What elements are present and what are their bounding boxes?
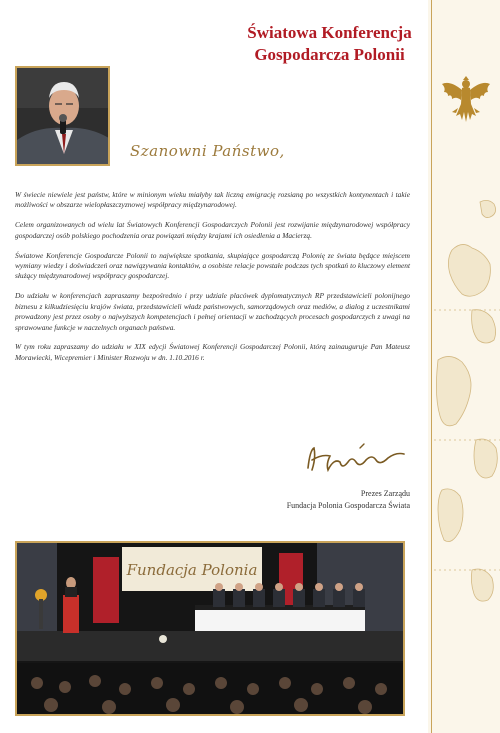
letter-body <box>15 190 410 373</box>
eagle-emblem-icon <box>440 70 492 128</box>
letter-paragraph-5: W tym roku zapraszamy do udziału w XIX edycji Światowej Konferencji Gospodarczej Polonii, którą zainauguruje Pan Mateusz Morawiecki, Wicepremier i Minister Rozwoju w dn. 1.10.2016 r. <box>15 342 410 362</box>
president-portrait-photo <box>15 66 110 166</box>
letter-paragraph-2: Celem organizowanych od wielu lat Światowych Konferencji Gospodarczych Polonii jest rozwijanie międzynarodowej współpracy gospodarczej osób polskiego pochodzenia oraz powiązań między krajami ich osiedlenia a Macierzą. <box>15 220 410 240</box>
signatory-organization: Fundacja Polonia Gospodarcza Świata <box>286 501 410 510</box>
salutation: Szanowni Państwo, <box>130 142 285 160</box>
page-title <box>232 22 427 66</box>
handwritten-signature <box>300 440 410 476</box>
letter-paragraph-1: W świecie niewiele jest państw, które w minionym wieku miałyby tak liczną emigrację rozsianą po wszystkich kontynentach i takie możliwości w obszarze wielopłaszczyznowej współpracy międzynarodowej. <box>15 190 410 210</box>
title-line-1: Światowa Konferencja <box>247 23 412 42</box>
letter-paragraph-4: Do udziału w konferencjach zapraszamy bezpośrednio i przy udziale placówek dyplomatycznych RP przedstawicieli polonijnego biznesu z kilkudziesięciu krajów świata, przedstawicieli władz państwowych, samorządowych oraz mediów, a dialog z uczestnikami prowadzony jest przez osoby o najwyższych kompetencjach i pełnej orientacji w zachodzących procesach gospodarczych z uwagi na sprawowane funkcje w naczelnych organach państwa. <box>15 291 410 332</box>
letter-paragraph-3: Światowe Konferencje Gospodarcze Polonii to największe spotkania, skupiające gospodarczą Polonię ze świata będące miejscem wymiany wiedzy i doświadczeń oraz nawiązywania kontaktów, a osobiste relacje powstałe podczas tych spotkań to kluczowy element służący międzynarodowej współpracy gospodarczej. <box>15 250 410 281</box>
world-map-decoration <box>432 190 500 650</box>
conference-photo <box>15 541 405 716</box>
title-line-2: Gospodarcza Polonii <box>254 45 405 64</box>
signatory-role: Prezes Zarządu <box>360 489 410 498</box>
screen-text: Fundacja Polonia <box>126 561 258 579</box>
